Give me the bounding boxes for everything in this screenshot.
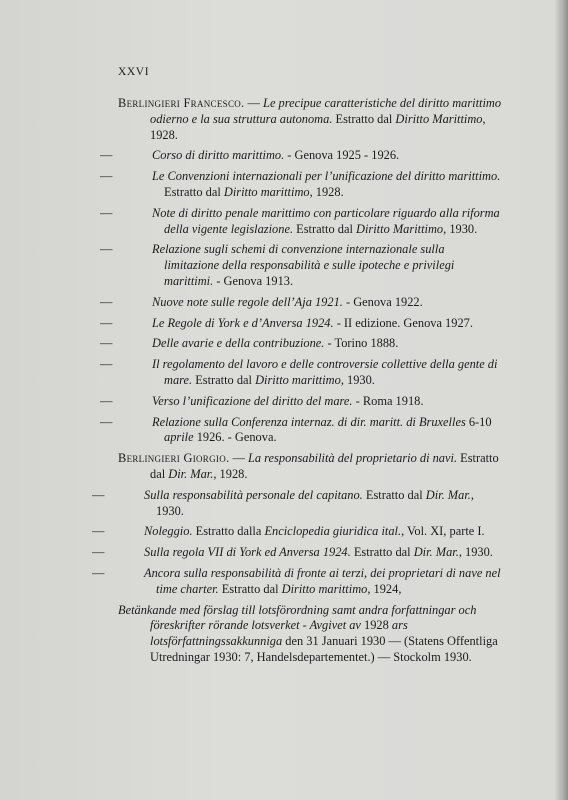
entry-title-text: Ancora sulla responsabilità di fronte ai terzi, dei proprietari di nave nel time charter. bbox=[144, 565, 501, 596]
entry-dash: — bbox=[100, 294, 113, 309]
entry-title-text: Noleggio. bbox=[144, 524, 193, 539]
bibliography-entry bbox=[118, 96, 502, 143]
entry-dash: — bbox=[92, 487, 105, 502]
bibliography-entry bbox=[100, 294, 502, 311]
entry-text: , 1924, bbox=[367, 581, 402, 596]
bibliography-entry bbox=[118, 603, 502, 666]
entry-text: , 1930. bbox=[156, 487, 474, 518]
entry-text: Estratto dal bbox=[332, 111, 396, 126]
entry-title-text: Sulla responsabilità personale del capitano. bbox=[144, 487, 363, 502]
entry-title-text: Diritto Marittimo bbox=[395, 111, 483, 126]
entry-text: , 1928. bbox=[213, 466, 248, 481]
entry-title-text: Diritto marittimo bbox=[281, 581, 368, 596]
entry-text: , Vol. XI, parte I. bbox=[401, 524, 485, 539]
entry-text: 1928 bbox=[360, 618, 392, 633]
bibliography-entry bbox=[100, 393, 502, 410]
entry-text: , 1928. bbox=[309, 184, 344, 199]
bibliography-entry bbox=[100, 169, 502, 201]
bibliography-entry bbox=[100, 205, 502, 238]
entry-title-text: Le Regole di York e d’Anversa 1924. bbox=[152, 315, 334, 330]
bibliography-entry bbox=[100, 242, 502, 289]
bibliography-entry bbox=[100, 336, 502, 352]
entry-dash: — bbox=[92, 565, 105, 580]
entry-text: 1926. - Genova. bbox=[193, 430, 277, 445]
entry-title-text: Relazione sugli schemi di convenzione internazionale sulla limitazione della responsabilità e sulle ipoteche e privilegi marittimi. bbox=[152, 242, 455, 288]
entry-text: - Genova 1913. bbox=[213, 273, 294, 288]
bibliography-entry bbox=[100, 315, 502, 332]
entry-dash: — bbox=[92, 545, 105, 560]
entry-text: den 31 Januari 1930 — (Statens Offentliga Utredningar 1930: 7, Handelsdepartementet.) — Stockolm 1930. bbox=[150, 634, 498, 664]
entry-title-text: Nuove note sulle regole dell’Aja 1921. bbox=[152, 294, 343, 309]
bibliography-entry bbox=[100, 414, 502, 447]
entry-title-text: Diritto marittimo bbox=[223, 184, 310, 199]
entry-title-text: Dir. Mar. bbox=[413, 545, 459, 560]
entry-title-text: Le Convenzioni internazionali per l’unificazione del diritto marittimo. bbox=[152, 169, 501, 184]
bibliography-entry bbox=[118, 451, 502, 483]
page-edge-shadow bbox=[554, 0, 568, 800]
entry-text: - II edizione. Genova 1927. bbox=[333, 315, 473, 330]
entry-title-text: Corso di diritto marittimo. bbox=[152, 148, 285, 163]
entry-dash: — bbox=[100, 205, 113, 220]
entry-title-text: Relazione sulla Conferenza internaz. di dir. maritt. di Bruxelles bbox=[152, 414, 466, 429]
entry-title-text: ars lotsförfattningssakkunniga bbox=[150, 618, 408, 649]
entry-text: Estratto dal bbox=[164, 184, 224, 199]
entry-text: - Genova 1925 - 1926. bbox=[284, 148, 400, 163]
entry-text: , 1930. bbox=[340, 372, 375, 387]
entry-text: , 1930. bbox=[443, 221, 478, 236]
entry-dash: — bbox=[100, 336, 113, 351]
entry-title-text: Sulla regola VII di York ed Anversa 1924. bbox=[144, 545, 351, 560]
entry-text: Estratto dal bbox=[150, 451, 499, 481]
entry-title-text: Dir. Mar. bbox=[168, 466, 214, 481]
entry-title-text: Diritto Marittimo bbox=[356, 221, 444, 236]
entry-dash: — bbox=[100, 148, 113, 163]
entry-text: - Torino 1888. bbox=[324, 336, 399, 351]
bibliography-entry bbox=[92, 524, 502, 540]
entry-text: - Roma 1918. bbox=[352, 393, 424, 408]
bibliography-entry bbox=[100, 148, 502, 164]
entry-title-text: aprile bbox=[164, 430, 194, 445]
entry-title-text: Enciclopedia giuridica ital. bbox=[264, 524, 402, 539]
entry-title-text: Dir. Mar. bbox=[425, 487, 471, 502]
entry-text: Estratto dal bbox=[362, 487, 426, 502]
entry-text: - Genova 1922. bbox=[342, 294, 423, 309]
entry-text: Estratto dal bbox=[192, 372, 256, 387]
entry-author: Berlingieri Francesco. bbox=[118, 96, 245, 110]
bibliography-entry bbox=[92, 487, 502, 520]
entry-text: Estratto dal bbox=[293, 221, 357, 236]
bibliography-entry bbox=[100, 357, 502, 389]
entry-author: Berlingieri Giorgio. bbox=[118, 451, 230, 466]
entry-dash: — bbox=[100, 357, 113, 372]
entry-text: Estratto dal bbox=[350, 545, 414, 560]
bibliography-entry bbox=[92, 565, 502, 598]
page-number: XXVI bbox=[118, 66, 150, 78]
entry-title-text: La responsabilità del proprietario di navi. bbox=[248, 451, 458, 466]
entry-text: Estratto dalla bbox=[192, 524, 265, 539]
entry-text: , 1928. bbox=[150, 111, 486, 142]
entry-text: , 1930. bbox=[458, 545, 493, 560]
entry-dash: — bbox=[100, 315, 113, 330]
entry-title-text: Verso l’unificazione del diritto del mare. bbox=[152, 393, 353, 408]
entry-dash: — bbox=[100, 393, 113, 408]
entry-title-text: Il regolamento del lavoro e delle controversie collettive della gente di mare. bbox=[152, 357, 498, 387]
entry-title-text: Le precipue caratteristiche del diritto marittimo odierno e la sua struttura autonoma. bbox=[150, 96, 502, 126]
entry-title-text: Betänkande med förslag till lotsförordning samt andra forfattningar och föreskrifter rörande lotsverket - Avgivet av bbox=[118, 602, 477, 633]
bibliography-entry bbox=[92, 545, 502, 561]
entry-dash: — bbox=[100, 169, 113, 184]
entry-dash: — bbox=[92, 524, 105, 539]
entry-title-text: Delle avarie e della contribuzione. bbox=[152, 336, 325, 351]
entry-dash: — bbox=[100, 242, 113, 257]
entry-dash: — bbox=[100, 414, 113, 429]
entry-text: — bbox=[244, 96, 264, 110]
bibliography-list bbox=[92, 96, 502, 671]
entry-text: 6-10 bbox=[465, 414, 492, 429]
entry-text: Estratto dal bbox=[218, 581, 282, 596]
entry-title-text: Diritto marittimo bbox=[255, 372, 341, 387]
entry-text: — bbox=[229, 451, 248, 466]
entry-title-text: Note di diritto penale marittimo con particolare riguardo alla riforma della vigente legislazione. bbox=[152, 205, 500, 236]
